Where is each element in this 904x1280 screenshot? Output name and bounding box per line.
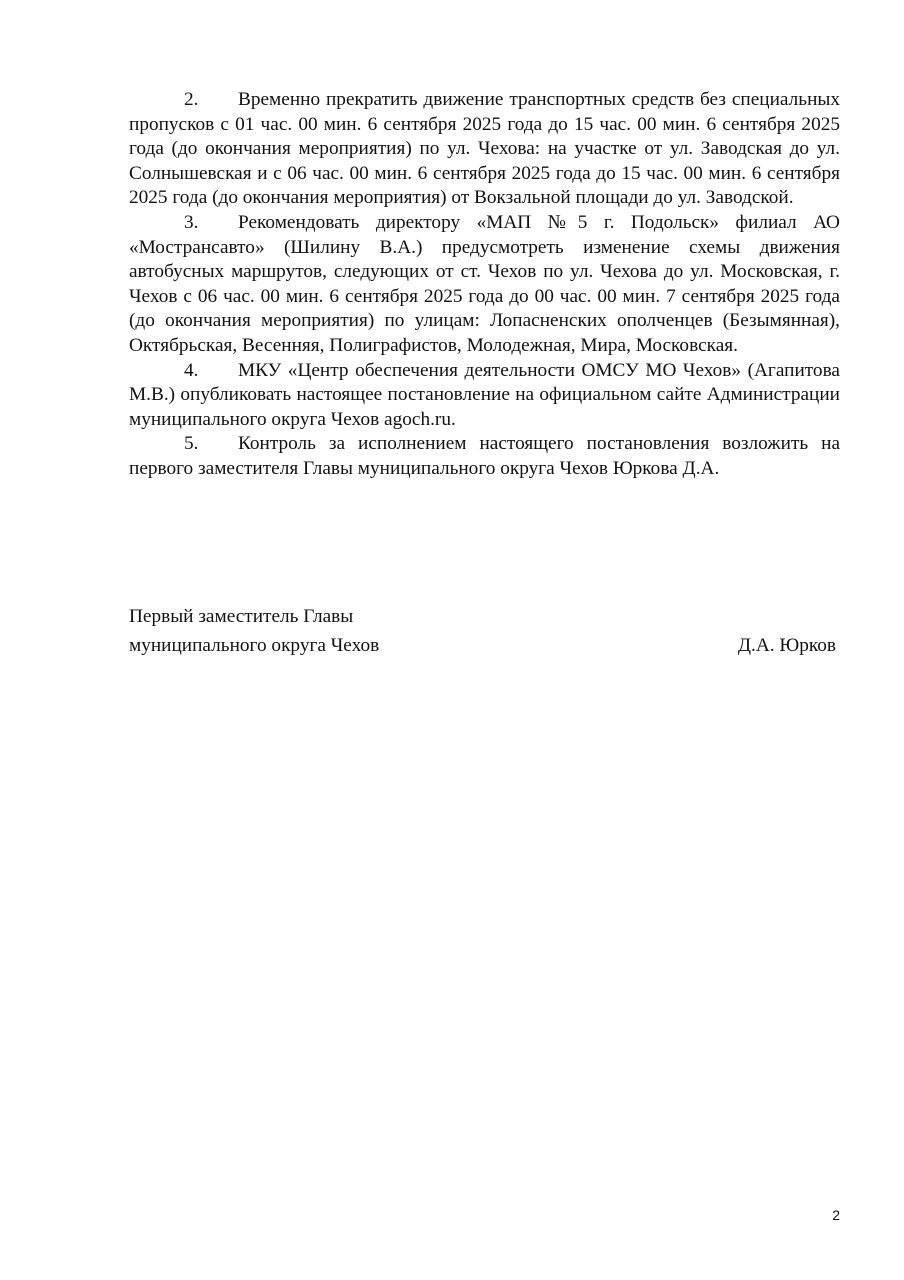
paragraph-number: 3. — [184, 211, 199, 233]
signatory-name: Д.А. Юрков — [737, 634, 836, 656]
signature-line — [129, 632, 840, 661]
paragraph-text: Временно прекратить движение транспортных средств без специальных пропусков с 01 час. 00 мин. 6 сентября 2025 года до 15 час. 00 мин. 6 сентября 2025 года (до окончания мероприятия) по ул. Чехова: на участке от ул. Заводская до ул. Солнышевская и с 06 час. 00 мин. 6 сентября 2025 года до 15 час. 00 мин. 6 сентября 2025 года (до окончания мероприятия) от Вокзальной площади до ул. Заводской. — [129, 89, 840, 209]
signatory-position-line-1: Первый заместитель Главы — [129, 606, 354, 627]
signature-block — [129, 603, 840, 660]
page-number: 2 — [832, 1207, 840, 1223]
document-body — [129, 88, 840, 482]
paragraph-text: Контроль за исполнением настоящего постановления возложить на первого заместителя Главы муниципального округа Чехов Юркова Д.А. — [129, 433, 840, 479]
paragraph-2 — [129, 88, 840, 211]
paragraph-4 — [129, 359, 840, 433]
paragraph-number: 5. — [184, 433, 199, 455]
signatory-position-line-2: муниципального округа Чехов — [129, 634, 380, 656]
paragraph-number: 2. — [184, 89, 199, 110]
paragraph-text: МКУ «Центр обеспечения деятельности ОМСУ МО Чехов» (Агапитова М.В.) опубликовать настоящее постановление на официальном сайте Администрации муниципального округа Чехов agoch.ru. — [129, 359, 840, 430]
paragraph-number: 4. — [184, 359, 199, 381]
paragraph-5 — [129, 432, 840, 481]
paragraph-3 — [129, 211, 840, 359]
paragraph-text: Рекомендовать директору «МАП №5 г. Подольск» филиал АО «Мострансавто» (Шилину В.А.) предусмотреть изменение схемы движения автобусных маршрутов, следующих от ст. Чехов по ул. Чехова до ул. Московская, г. Чехов с 06 час. 00 мин. 6 сентября 2025 года до 00 час. 00 мин. 7 сентября 2025 года (до окончания мероприятия) по улицам: Лопасненских ополченцев (Безымянная), Октябрьская, Весенняя, Полиграфистов, Молодежная, Мира, Московская. — [129, 211, 840, 356]
